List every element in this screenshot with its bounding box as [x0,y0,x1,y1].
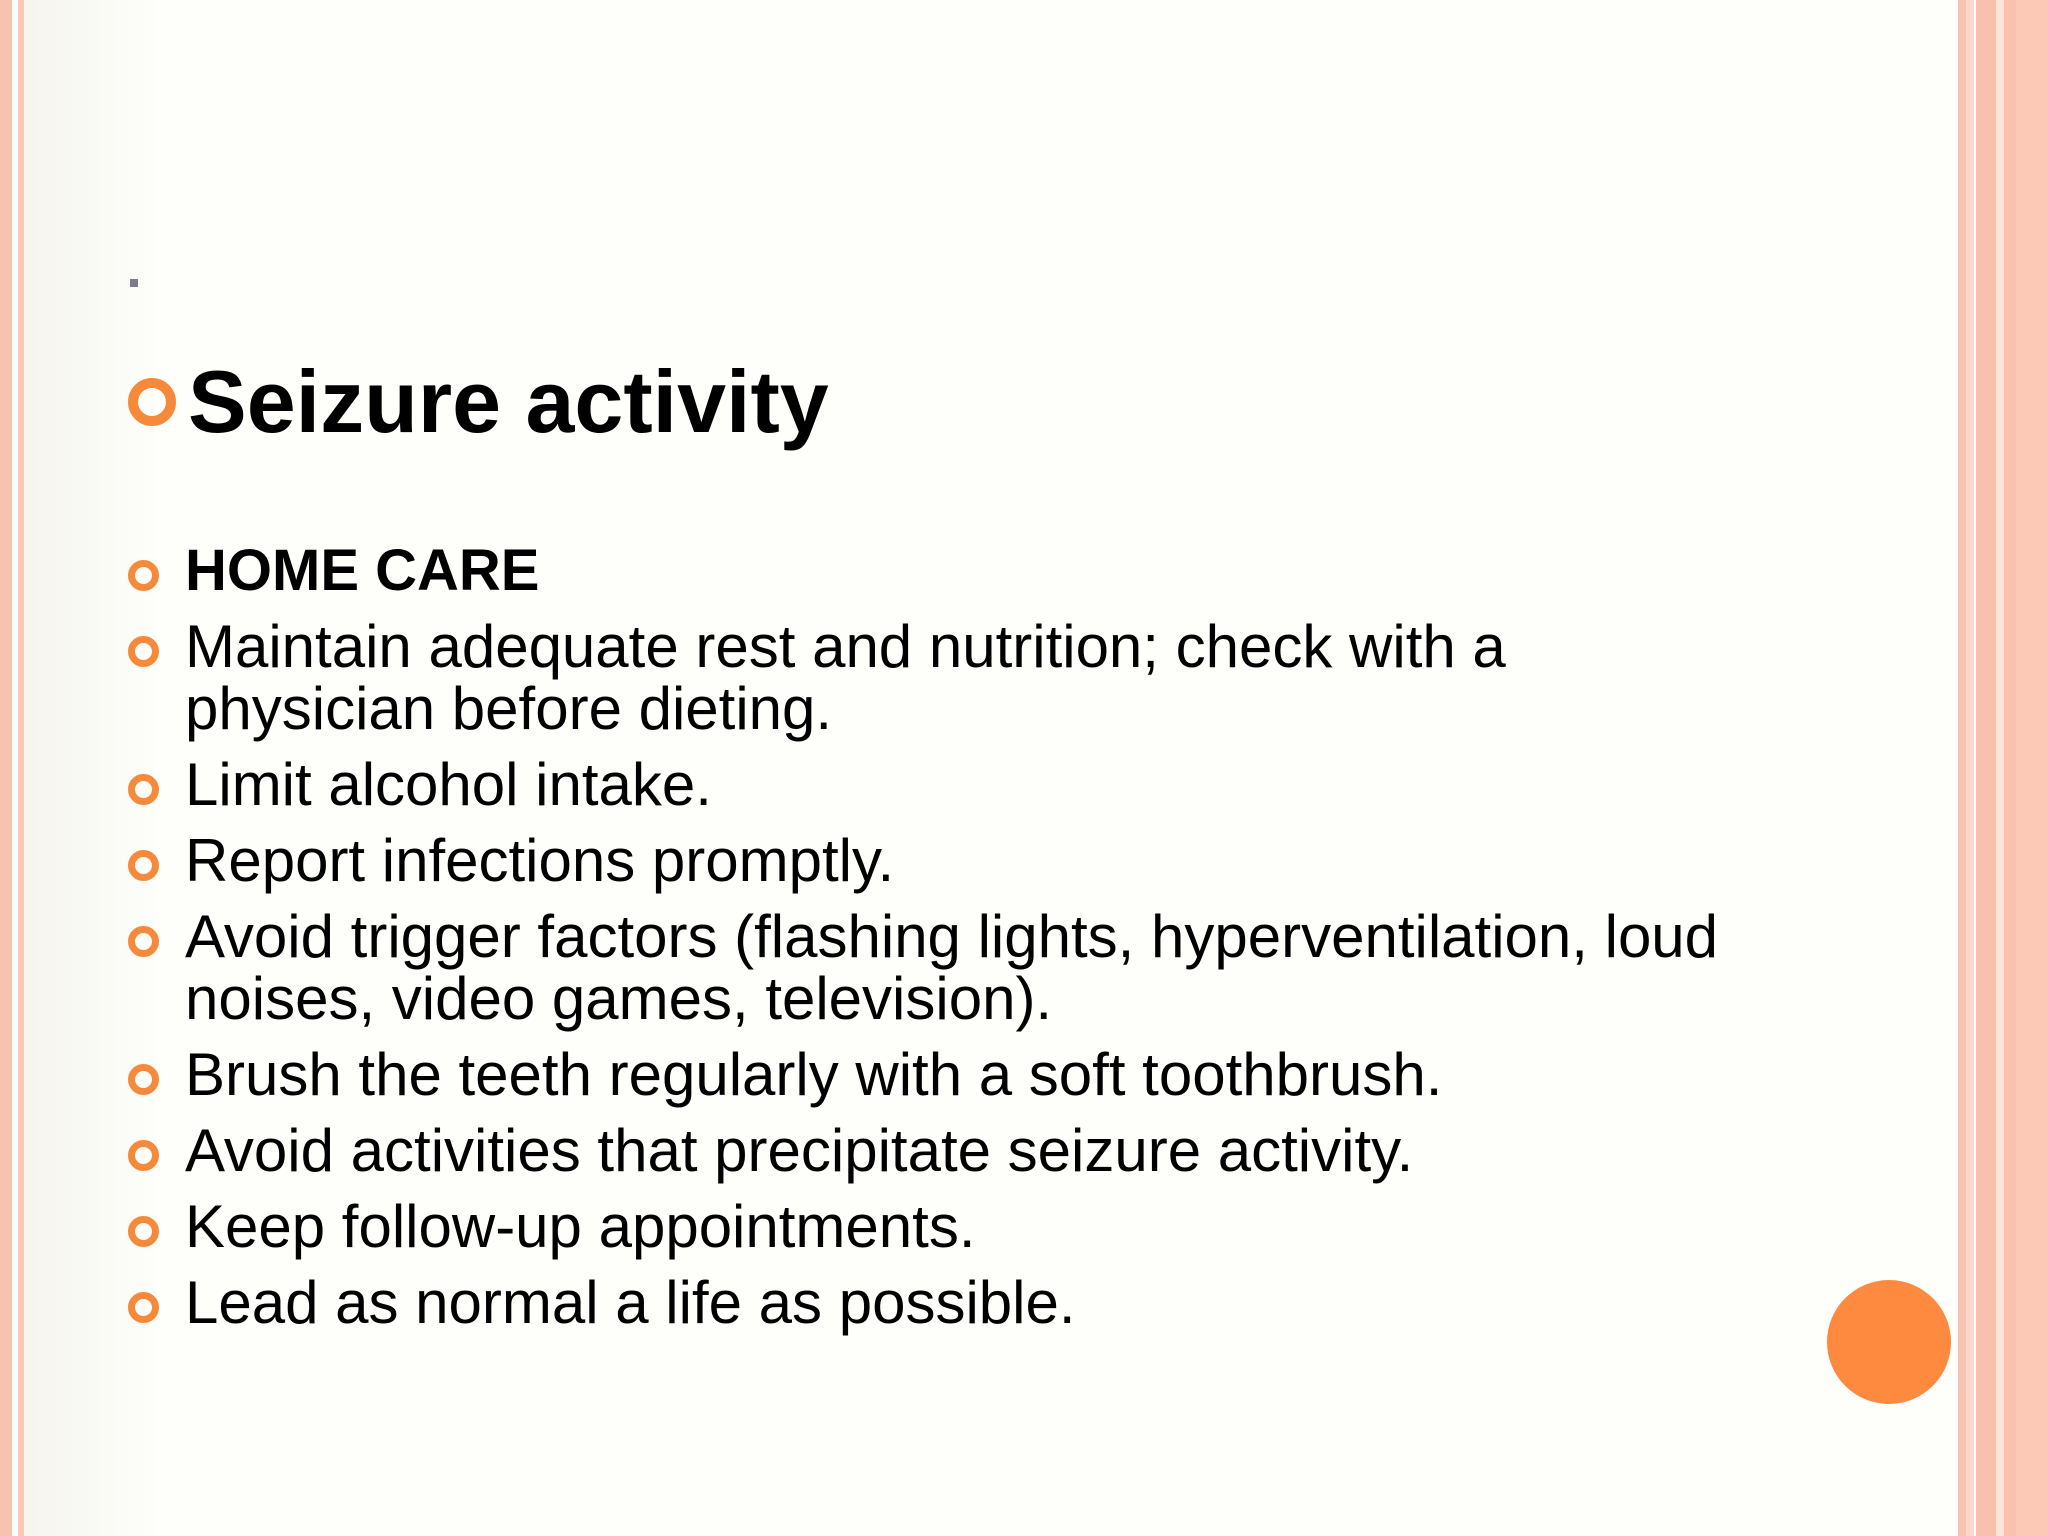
ring-bullet-icon [128,926,159,957]
right-border-stripe-2 [1966,0,1974,1536]
right-border-stripe-3 [1976,0,1996,1536]
right-border-stripe-5 [2004,0,2016,1536]
slide-title-row [128,352,829,452]
ring-bullet-icon [128,1140,159,1171]
bullet-list [128,540,1728,1348]
list-item [128,1041,1728,1108]
ring-bullet-icon [128,1064,159,1095]
small-marker-dot [130,279,138,287]
list-item [128,1117,1728,1184]
list-item-text: Keep follow-up appointments. [185,1193,976,1260]
list-item-text: Limit alcohol intake. [185,751,712,818]
list-item-text: Report infections promptly. [185,827,895,894]
ring-bullet-icon [128,850,159,881]
left-border-stripe [0,0,12,1536]
list-item-text: Maintain adequate rest and nutrition; check with a physician before dieting. [185,613,1506,742]
list-item-text: Brush the teeth regularly with a soft toothbrush. [185,1041,1443,1108]
right-border-stripe-4 [1996,0,2004,1536]
ring-bullet-icon [128,560,159,591]
ring-bullet-icon [128,378,176,426]
list-item [128,827,1728,894]
list-item [128,613,1728,742]
ring-bullet-icon [128,636,159,667]
list-item-text: Avoid activities that precipitate seizure activity. [185,1117,1414,1184]
right-border-stripe-1 [1958,0,1966,1536]
slide-title: Seizure activity [188,352,829,451]
list-item [128,1193,1728,1260]
list-item-text: Avoid trigger factors (flashing lights, hyperventilation, loud noises, video games, television). [185,903,1719,1032]
ring-bullet-icon [128,1216,159,1247]
ring-bullet-icon [128,774,159,805]
list-item [128,540,1728,602]
right-border-stripe-6 [2016,0,2048,1536]
list-item-text: HOME CARE [185,538,540,603]
list-item [128,903,1728,1032]
list-item-text: Lead as normal a life as possible. [185,1269,1076,1336]
ring-bullet-icon [128,1292,159,1323]
list-item [128,1269,1728,1336]
orange-circle-decoration [1827,1280,1951,1404]
list-item [128,751,1728,818]
